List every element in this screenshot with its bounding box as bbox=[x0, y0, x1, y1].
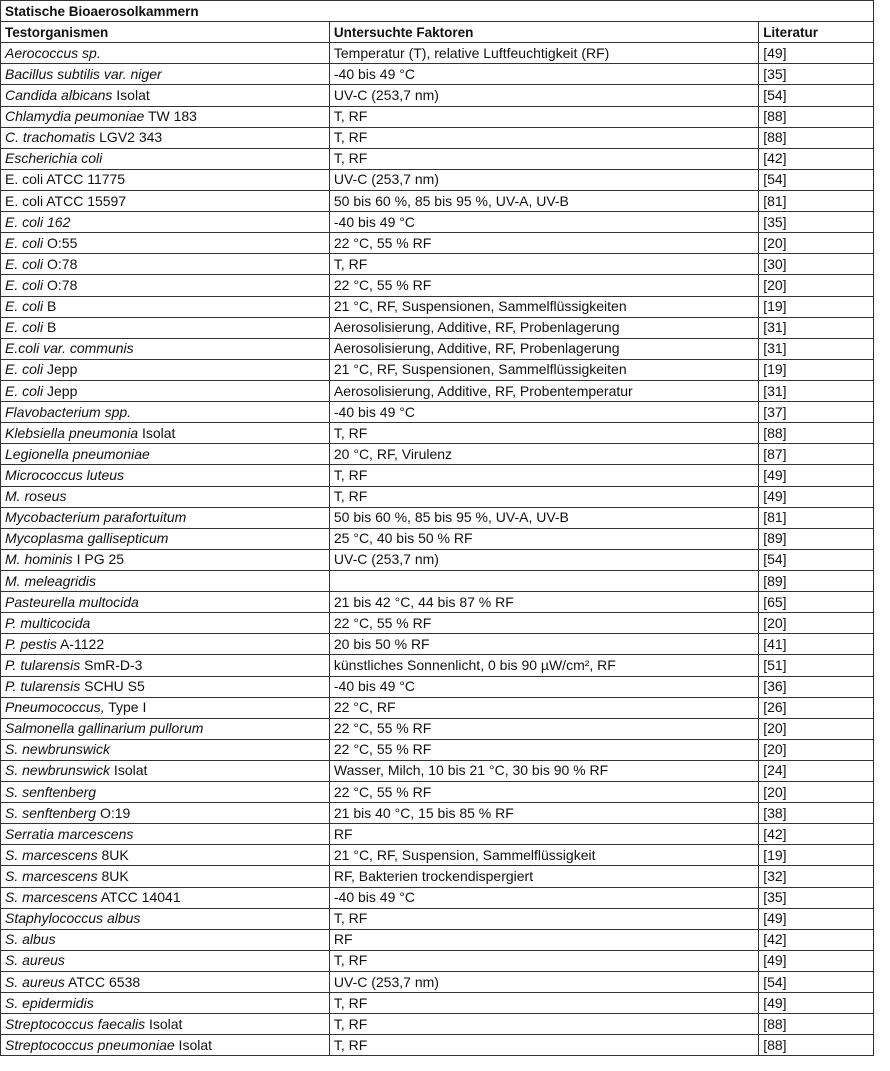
table-row bbox=[1, 929, 874, 950]
organism-name-plain: Jepp bbox=[43, 382, 78, 399]
organism-name-plain: Isolat bbox=[138, 424, 176, 441]
organism-name-plain: O:55 bbox=[43, 234, 78, 251]
factors-cell: 22 °C, 55 % RF bbox=[329, 718, 758, 739]
reference-cell: [81] bbox=[759, 507, 874, 528]
organism-cell bbox=[1, 296, 330, 317]
reference-cell: [88] bbox=[759, 106, 874, 127]
table-row bbox=[1, 739, 874, 760]
table-row bbox=[1, 148, 874, 169]
factors-cell: Aerosolisierung, Additive, RF, Probenlagerung bbox=[329, 338, 758, 359]
organism-cell bbox=[1, 212, 330, 233]
factors-cell: -40 bis 49 °C bbox=[329, 676, 758, 697]
table-row bbox=[1, 190, 874, 211]
organism-cell bbox=[1, 929, 330, 950]
organism-name-plain: Isolat bbox=[110, 762, 148, 779]
table-title-row bbox=[1, 1, 874, 22]
reference-cell: [88] bbox=[759, 1035, 874, 1056]
factors-cell: UV-C (253,7 nm) bbox=[329, 169, 758, 190]
factors-cell: 20 °C, RF, Virulenz bbox=[329, 444, 758, 465]
reference-cell: [35] bbox=[759, 887, 874, 908]
organism-name-italic: S. aureus bbox=[5, 973, 65, 990]
organism-name-plain: LGV2 343 bbox=[95, 129, 163, 146]
organism-cell bbox=[1, 782, 330, 803]
factors-cell: -40 bis 49 °C bbox=[329, 64, 758, 85]
organism-name-plain: B bbox=[43, 319, 57, 336]
organism-cell bbox=[1, 85, 330, 106]
organism-name-italic: Flavobacterium spp. bbox=[5, 403, 132, 420]
reference-cell: [41] bbox=[759, 634, 874, 655]
factors-cell: Temperatur (T), relative Luftfeuchtigkeit (RF) bbox=[329, 43, 758, 64]
organism-cell bbox=[1, 718, 330, 739]
factors-cell: T, RF bbox=[329, 127, 758, 148]
organism-cell bbox=[1, 866, 330, 887]
factors-cell: 50 bis 60 %, 85 bis 95 %, UV-A, UV-B bbox=[329, 190, 758, 211]
organism-name-italic: Pneumococcus, bbox=[5, 699, 105, 716]
table-row bbox=[1, 972, 874, 993]
organism-name-italic: P. pestis bbox=[5, 635, 57, 652]
organism-cell bbox=[1, 43, 330, 64]
organism-name-italic: Streptococcus faecalis bbox=[5, 1015, 146, 1032]
table-title: Statische Bioaerosolkammern bbox=[1, 1, 874, 22]
organism-cell bbox=[1, 190, 330, 211]
organism-name-italic: S. newbrunswick bbox=[5, 762, 111, 779]
factors-cell: T, RF bbox=[329, 1035, 758, 1056]
factors-cell: 22 °C, 55 % RF bbox=[329, 233, 758, 254]
factors-cell: 22 °C, 55 % RF bbox=[329, 275, 758, 296]
organism-cell bbox=[1, 845, 330, 866]
organism-name-italic: P. multicocida bbox=[5, 614, 91, 631]
organism-name-italic: E. coli bbox=[5, 276, 44, 293]
table-row bbox=[1, 866, 874, 887]
organism-cell bbox=[1, 760, 330, 781]
reference-cell: [42] bbox=[759, 929, 874, 950]
factors-cell: T, RF bbox=[329, 423, 758, 444]
organism-name-italic: E. coli 162 bbox=[5, 213, 71, 230]
reference-cell: [49] bbox=[759, 486, 874, 507]
organism-name-italic: S. aureus bbox=[5, 952, 65, 969]
table-row bbox=[1, 993, 874, 1014]
table-row bbox=[1, 824, 874, 845]
table-row bbox=[1, 592, 874, 613]
reference-cell: [89] bbox=[759, 570, 874, 591]
table-row bbox=[1, 380, 874, 401]
organism-name-italic: S. epidermidis bbox=[5, 994, 94, 1011]
table-row bbox=[1, 64, 874, 85]
organism-name-plain: O:78 bbox=[43, 255, 78, 272]
table-row bbox=[1, 697, 874, 718]
table-row bbox=[1, 718, 874, 739]
reference-cell: [30] bbox=[759, 254, 874, 275]
organism-name-italic: M. roseus bbox=[5, 488, 67, 505]
reference-cell: [35] bbox=[759, 212, 874, 233]
factors-cell: RF bbox=[329, 824, 758, 845]
organism-cell bbox=[1, 465, 330, 486]
organism-cell bbox=[1, 127, 330, 148]
factors-cell: 22 °C, RF bbox=[329, 697, 758, 718]
organism-name-italic: Legionella pneumoniae bbox=[5, 445, 150, 462]
factors-cell: 21 bis 40 °C, 15 bis 85 % RF bbox=[329, 803, 758, 824]
organism-name-italic: E. coli bbox=[5, 361, 44, 378]
table-row bbox=[1, 359, 874, 380]
organism-name-plain: ATCC 14041 bbox=[97, 889, 181, 906]
organism-name-italic: E.coli var. communis bbox=[5, 340, 134, 357]
organism-name-italic: S. marcescens bbox=[5, 868, 98, 885]
factors-cell: -40 bis 49 °C bbox=[329, 212, 758, 233]
organism-cell bbox=[1, 803, 330, 824]
factors-cell: T, RF bbox=[329, 993, 758, 1014]
factors-cell: UV-C (253,7 nm) bbox=[329, 85, 758, 106]
reference-cell: [88] bbox=[759, 127, 874, 148]
organism-cell bbox=[1, 106, 330, 127]
organism-name-italic: P. tularensis bbox=[5, 678, 81, 695]
organism-cell bbox=[1, 950, 330, 971]
organism-cell bbox=[1, 254, 330, 275]
organism-name-plain: A-1122 bbox=[56, 635, 105, 652]
table-row bbox=[1, 296, 874, 317]
organism-name-italic: Serratia marcescens bbox=[5, 825, 134, 842]
organism-cell bbox=[1, 676, 330, 697]
table-row bbox=[1, 106, 874, 127]
organism-name-italic: Pasteurella multocida bbox=[5, 593, 139, 610]
factors-cell: UV-C (253,7 nm) bbox=[329, 972, 758, 993]
table-row bbox=[1, 655, 874, 676]
organism-name-italic: E. coli bbox=[5, 298, 44, 315]
organism-cell bbox=[1, 233, 330, 254]
organism-name-italic: Bacillus subtilis var. niger bbox=[5, 65, 162, 82]
table-row bbox=[1, 444, 874, 465]
organism-cell bbox=[1, 824, 330, 845]
table-row bbox=[1, 212, 874, 233]
table-row bbox=[1, 338, 874, 359]
organism-name-italic: Micrococcus luteus bbox=[5, 466, 125, 483]
factors-cell: 21 °C, RF, Suspensionen, Sammelflüssigkeiten bbox=[329, 296, 758, 317]
factors-cell: T, RF bbox=[329, 106, 758, 127]
organism-name-italic: S. marcescens bbox=[5, 889, 98, 906]
reference-cell: [26] bbox=[759, 697, 874, 718]
organism-name-italic: E. coli bbox=[5, 319, 44, 336]
factors-cell: -40 bis 49 °C bbox=[329, 887, 758, 908]
table-row bbox=[1, 908, 874, 929]
organism-cell bbox=[1, 423, 330, 444]
organism-cell bbox=[1, 570, 330, 591]
reference-cell: [65] bbox=[759, 592, 874, 613]
reference-cell: [19] bbox=[759, 296, 874, 317]
organism-cell bbox=[1, 486, 330, 507]
table-row bbox=[1, 1014, 874, 1035]
organism-cell bbox=[1, 697, 330, 718]
organism-name-italic: E. coli bbox=[5, 255, 44, 272]
organism-cell bbox=[1, 613, 330, 634]
reference-cell: [54] bbox=[759, 549, 874, 570]
organism-cell bbox=[1, 887, 330, 908]
table-row bbox=[1, 676, 874, 697]
table-row bbox=[1, 275, 874, 296]
organism-cell bbox=[1, 528, 330, 549]
organism-name-plain: 8UK bbox=[97, 846, 129, 863]
table-row bbox=[1, 486, 874, 507]
table-row bbox=[1, 1035, 874, 1056]
organism-name-italic: P. tularensis bbox=[5, 656, 81, 673]
organism-name-plain: Jepp bbox=[43, 361, 78, 378]
organism-name-italic: E. coli bbox=[5, 234, 44, 251]
reference-cell: [54] bbox=[759, 169, 874, 190]
header-untersuchte-faktoren: Untersuchte Faktoren bbox=[329, 22, 758, 43]
reference-cell: [19] bbox=[759, 359, 874, 380]
table-row bbox=[1, 634, 874, 655]
organism-name-plain: E. coli ATCC 15597 bbox=[5, 192, 127, 209]
organism-name-plain: TW 183 bbox=[144, 108, 197, 125]
reference-cell: [20] bbox=[759, 613, 874, 634]
factors-cell: T, RF bbox=[329, 465, 758, 486]
reference-cell: [31] bbox=[759, 380, 874, 401]
organism-name-italic: Mycobacterium parafortuitum bbox=[5, 509, 187, 526]
reference-cell: [35] bbox=[759, 64, 874, 85]
organism-cell bbox=[1, 655, 330, 676]
organism-cell bbox=[1, 1035, 330, 1056]
organism-cell bbox=[1, 1014, 330, 1035]
factors-cell: T, RF bbox=[329, 1014, 758, 1035]
organism-name-plain: Isolat bbox=[145, 1015, 183, 1032]
organism-name-plain: Isolat bbox=[174, 1036, 213, 1053]
table-row bbox=[1, 887, 874, 908]
organism-name-italic: Escherichia coli bbox=[5, 150, 103, 167]
table-row bbox=[1, 570, 874, 591]
organism-cell bbox=[1, 148, 330, 169]
factors-cell: T, RF bbox=[329, 950, 758, 971]
organism-name-italic: Mycoplasma gallisepticum bbox=[5, 530, 169, 547]
organism-cell bbox=[1, 64, 330, 85]
organism-name-italic: E. coli bbox=[5, 382, 44, 399]
factors-cell: T, RF bbox=[329, 908, 758, 929]
reference-cell: [51] bbox=[759, 655, 874, 676]
organism-cell bbox=[1, 739, 330, 760]
factors-cell: 50 bis 60 %, 85 bis 95 %, UV-A, UV-B bbox=[329, 507, 758, 528]
factors-cell: 22 °C, 55 % RF bbox=[329, 739, 758, 760]
organism-name-plain: O:19 bbox=[96, 804, 131, 821]
table-row bbox=[1, 423, 874, 444]
table-row bbox=[1, 803, 874, 824]
organism-name-italic: Candida albicans bbox=[5, 86, 113, 103]
organism-name-plain: O:78 bbox=[43, 276, 78, 293]
organism-cell bbox=[1, 275, 330, 296]
organism-cell bbox=[1, 169, 330, 190]
organism-name-italic: C. trachomatis bbox=[5, 129, 96, 146]
organism-cell bbox=[1, 908, 330, 929]
table-row bbox=[1, 85, 874, 106]
organism-cell bbox=[1, 993, 330, 1014]
table-row bbox=[1, 402, 874, 423]
factors-cell: 21 bis 42 °C, 44 bis 87 % RF bbox=[329, 592, 758, 613]
factors-cell: 22 °C, 55 % RF bbox=[329, 613, 758, 634]
reference-cell: [89] bbox=[759, 528, 874, 549]
factors-cell: RF bbox=[329, 929, 758, 950]
organism-cell bbox=[1, 634, 330, 655]
factors-cell: Wasser, Milch, 10 bis 21 °C, 30 bis 90 % RF bbox=[329, 760, 758, 781]
reference-cell: [49] bbox=[759, 908, 874, 929]
table-row bbox=[1, 613, 874, 634]
reference-cell: [49] bbox=[759, 43, 874, 64]
header-literatur: Literatur bbox=[759, 22, 874, 43]
factors-cell: 22 °C, 55 % RF bbox=[329, 782, 758, 803]
factors-cell: T, RF bbox=[329, 486, 758, 507]
reference-cell: [24] bbox=[759, 760, 874, 781]
organism-name-plain: B bbox=[43, 298, 57, 315]
organism-name-plain: E. coli ATCC 11775 bbox=[5, 171, 126, 188]
reference-cell: [36] bbox=[759, 676, 874, 697]
table-row bbox=[1, 169, 874, 190]
factors-cell: T, RF bbox=[329, 148, 758, 169]
table-header-row bbox=[1, 22, 874, 43]
organism-cell bbox=[1, 507, 330, 528]
organism-name-italic: S. albus bbox=[5, 931, 56, 948]
table-row bbox=[1, 317, 874, 338]
reference-cell: [31] bbox=[759, 338, 874, 359]
reference-cell: [54] bbox=[759, 972, 874, 993]
organism-name-italic: Staphylococcus albus bbox=[5, 910, 141, 927]
reference-cell: [49] bbox=[759, 465, 874, 486]
organism-name-italic: M. meleagridis bbox=[5, 572, 97, 589]
organism-name-italic: S. senftenberg bbox=[5, 783, 97, 800]
reference-cell: [87] bbox=[759, 444, 874, 465]
factors-cell: 21 °C, RF, Suspension, Sammelflüssigkeit bbox=[329, 845, 758, 866]
organism-name-plain: Type I bbox=[104, 699, 147, 716]
table-row bbox=[1, 233, 874, 254]
reference-cell: [49] bbox=[759, 993, 874, 1014]
organism-cell bbox=[1, 338, 330, 359]
reference-cell: [81] bbox=[759, 190, 874, 211]
factors-cell: 21 °C, RF, Suspensionen, Sammelflüssigkeiten bbox=[329, 359, 758, 380]
table-row bbox=[1, 950, 874, 971]
organism-name-italic: S. senftenberg bbox=[5, 804, 97, 821]
organism-cell bbox=[1, 380, 330, 401]
factors-cell: künstliches Sonnenlicht, 0 bis 90 µW/cm², RF bbox=[329, 655, 758, 676]
factors-cell: Aerosolisierung, Additive, RF, Probentemperatur bbox=[329, 380, 758, 401]
factors-cell: T, RF bbox=[329, 254, 758, 275]
factors-cell: RF, Bakterien trockendispergiert bbox=[329, 866, 758, 887]
organism-name-plain: 8UK bbox=[97, 868, 129, 885]
organism-cell bbox=[1, 444, 330, 465]
reference-cell: [88] bbox=[759, 1014, 874, 1035]
table-row bbox=[1, 549, 874, 570]
table-row bbox=[1, 528, 874, 549]
organism-cell bbox=[1, 359, 330, 380]
organism-name-plain: SmR-D-3 bbox=[80, 656, 143, 673]
table-row bbox=[1, 254, 874, 275]
organism-name-plain: Isolat bbox=[112, 86, 150, 103]
reference-cell: [49] bbox=[759, 950, 874, 971]
factors-cell bbox=[329, 570, 758, 591]
table-row bbox=[1, 507, 874, 528]
reference-cell: [54] bbox=[759, 85, 874, 106]
factors-cell: 20 bis 50 % RF bbox=[329, 634, 758, 655]
organism-name-italic: S. newbrunswick bbox=[5, 741, 111, 758]
organism-name-italic: Chlamydia peumoniae bbox=[5, 108, 145, 125]
organism-name-plain: SCHU S5 bbox=[80, 678, 145, 695]
organism-name-italic: Salmonella gallinarium pullorum bbox=[5, 720, 204, 737]
table-row bbox=[1, 43, 874, 64]
reference-cell: [20] bbox=[759, 275, 874, 296]
organism-name-italic: Klebsiella pneumonia bbox=[5, 424, 139, 441]
factors-cell: Aerosolisierung, Additive, RF, Probenlagerung bbox=[329, 317, 758, 338]
reference-cell: [42] bbox=[759, 824, 874, 845]
organism-name-italic: S. marcescens bbox=[5, 846, 98, 863]
header-testorganismen: Testorganismen bbox=[1, 22, 330, 43]
organism-name-plain: ATCC 6538 bbox=[64, 973, 141, 990]
organism-cell bbox=[1, 402, 330, 423]
reference-cell: [20] bbox=[759, 718, 874, 739]
organism-name-plain: I PG 25 bbox=[72, 551, 125, 568]
organism-cell bbox=[1, 549, 330, 570]
factors-cell: UV-C (253,7 nm) bbox=[329, 549, 758, 570]
reference-cell: [38] bbox=[759, 803, 874, 824]
table-row bbox=[1, 845, 874, 866]
table-row bbox=[1, 127, 874, 148]
organism-cell bbox=[1, 317, 330, 338]
table-row bbox=[1, 760, 874, 781]
table-row bbox=[1, 465, 874, 486]
reference-cell: [31] bbox=[759, 317, 874, 338]
reference-cell: [20] bbox=[759, 233, 874, 254]
reference-cell: [20] bbox=[759, 782, 874, 803]
reference-cell: [32] bbox=[759, 866, 874, 887]
organism-name-italic: Aerococcus sp. bbox=[5, 44, 101, 61]
factors-cell: -40 bis 49 °C bbox=[329, 402, 758, 423]
factors-cell: 25 °C, 40 bis 50 % RF bbox=[329, 528, 758, 549]
reference-cell: [88] bbox=[759, 423, 874, 444]
reference-cell: [37] bbox=[759, 402, 874, 423]
organism-cell bbox=[1, 972, 330, 993]
organism-name-italic: Streptococcus pneumoniae bbox=[5, 1036, 175, 1053]
table-row bbox=[1, 782, 874, 803]
table-body bbox=[1, 43, 874, 1056]
organism-name-italic: M. hominis bbox=[5, 551, 73, 568]
reference-cell: [19] bbox=[759, 845, 874, 866]
reference-cell: [42] bbox=[759, 148, 874, 169]
reference-cell: [20] bbox=[759, 739, 874, 760]
organism-cell bbox=[1, 592, 330, 613]
